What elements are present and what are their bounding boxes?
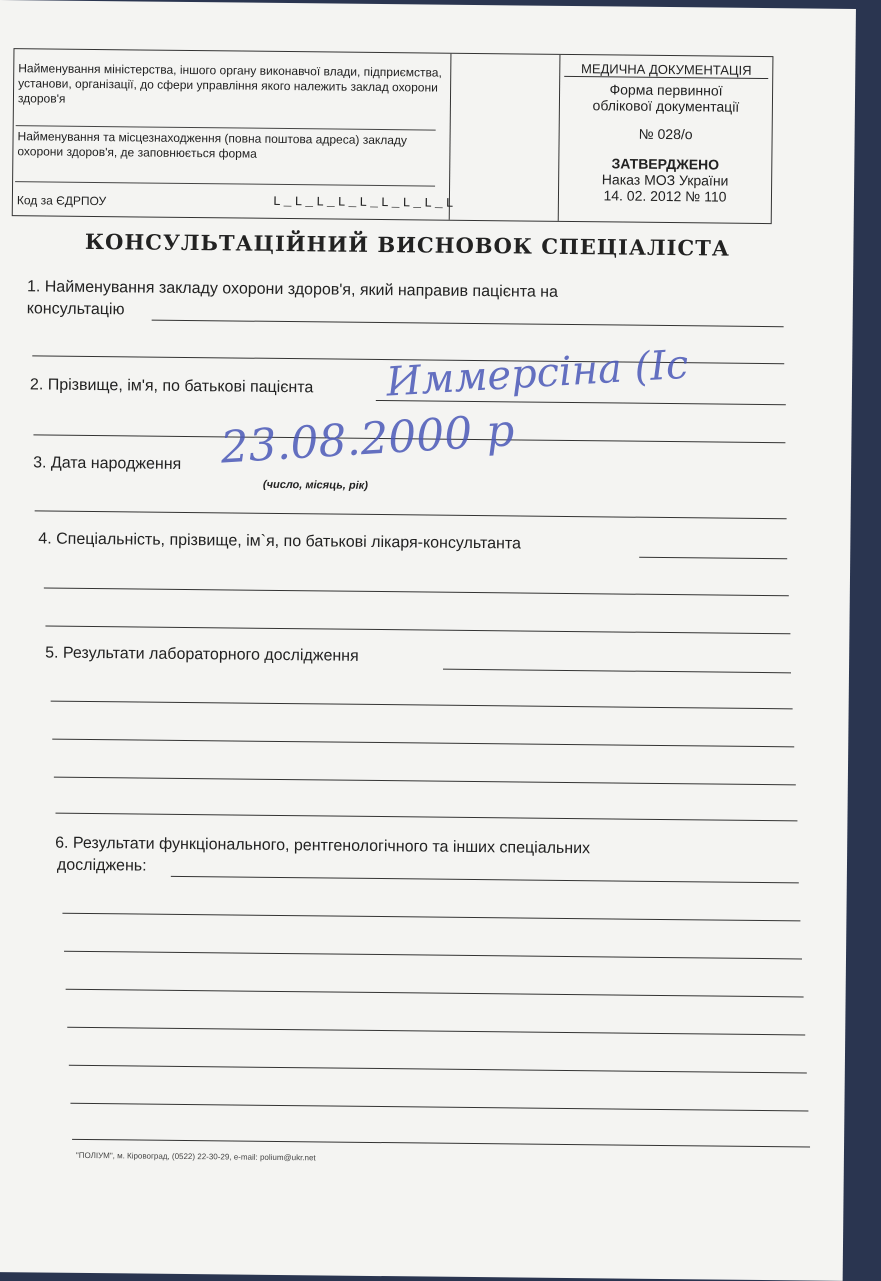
edrpou-boxes: L_L_L_L_L_L_L_L_L bbox=[272, 193, 457, 211]
field-6-line[interactable] bbox=[66, 989, 804, 998]
field-2-label: 2. Прізвище, ім'я, по батькові пацієнта bbox=[29, 376, 314, 397]
handwritten-patient-name: Иммерсіна (Іс bbox=[385, 341, 690, 406]
field-5-line[interactable] bbox=[55, 813, 797, 822]
field-5-line[interactable] bbox=[443, 669, 791, 674]
field-6-line[interactable] bbox=[70, 1103, 808, 1112]
field-6-line[interactable] bbox=[67, 1027, 805, 1036]
field-3-line[interactable] bbox=[35, 510, 787, 519]
divider bbox=[15, 181, 435, 186]
field-6-line[interactable] bbox=[64, 951, 802, 960]
field-6-line[interactable] bbox=[69, 1065, 807, 1074]
page-title: КОНСУЛЬТАЦІЙНИЙ ВИСНОВОК СПЕЦІАЛІСТА bbox=[84, 228, 731, 261]
order: Наказ МОЗ України bbox=[601, 171, 729, 189]
field-4-label: 4. Спеціальність, прізвище, ім`я, по батькові лікаря-консультанта bbox=[38, 530, 522, 553]
header-left-cell bbox=[13, 49, 457, 220]
printer-footer: "ПОЛІУМ", м. Кіровоград, (0522) 22-30-29, e-mail: polium@ukr.net bbox=[75, 1150, 316, 1163]
field-6-line[interactable] bbox=[72, 1139, 810, 1148]
field-1-line[interactable] bbox=[152, 320, 784, 328]
doc-type: МЕДИЧНА ДОКУМЕНТАЦІЯ bbox=[564, 61, 768, 79]
header-table bbox=[12, 48, 774, 224]
form-line-1: Форма первинної bbox=[609, 81, 723, 99]
field-6-label: 6. Результати функціонального, рентгенологічного та інших спеціальних bbox=[55, 834, 591, 858]
field-3-label: 3. Дата народження bbox=[33, 454, 182, 473]
facility-label: Найменування та місцезнаходження (повна поштова адреса) закладу охорони здоров'я, де заповнюється форма bbox=[17, 129, 408, 161]
handwritten-birth-date: 23.08.2000 р bbox=[219, 405, 516, 474]
field-3-hint: (число, місяць, рік) bbox=[262, 478, 368, 492]
field-5-line[interactable] bbox=[54, 777, 796, 786]
field-5-line[interactable] bbox=[51, 701, 793, 710]
field-6-line[interactable] bbox=[62, 913, 800, 922]
approved: ЗАТВЕРДЖЕНО bbox=[611, 155, 720, 173]
field-6-line[interactable] bbox=[171, 876, 799, 884]
field-5-label: 5. Результати лабораторного дослідження bbox=[45, 644, 359, 665]
field-4-line[interactable] bbox=[45, 626, 790, 635]
ministry-label: Найменування міністерства, іншого органу виконавчої влади, підприємства, установи, організації, до сфери управління якого належить заклад охорони здоров'я bbox=[17, 61, 442, 106]
order-date: 14. 02. 2012 № 110 bbox=[603, 187, 727, 205]
edrpou-label: Код за ЄДРПОУ bbox=[16, 193, 107, 209]
field-6-label-cont: досліджень: bbox=[56, 856, 147, 875]
form-number: № 028/о bbox=[638, 125, 693, 143]
form-line-2: облікової документації bbox=[592, 97, 740, 115]
field-4-line[interactable] bbox=[639, 557, 787, 560]
header-right-cell bbox=[558, 55, 773, 223]
field-4-line[interactable] bbox=[44, 587, 789, 596]
field-1-label-cont: консультацію bbox=[26, 300, 125, 319]
field-1-label: 1. Найменування закладу охорони здоров'я, який направив пацієнта на bbox=[26, 278, 559, 301]
field-5-line[interactable] bbox=[52, 739, 794, 748]
